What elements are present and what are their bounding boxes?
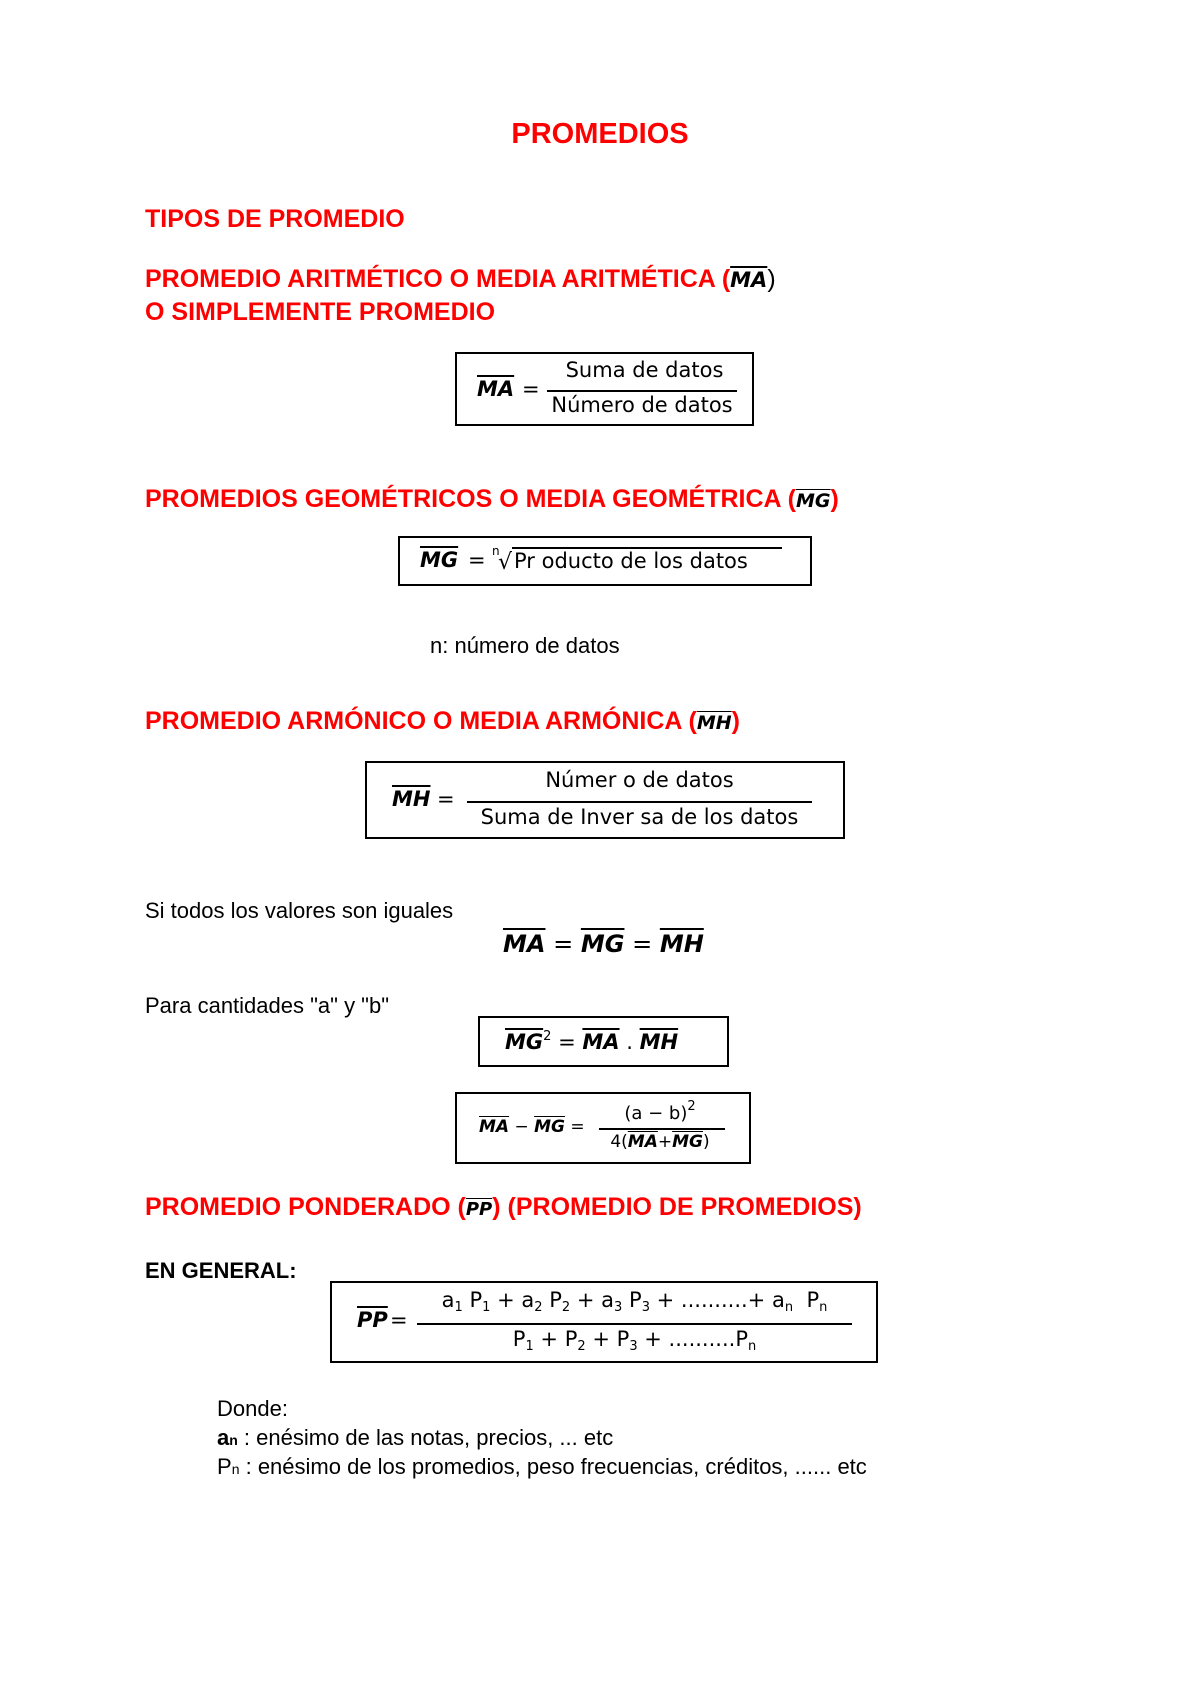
den-pn-sub: n	[747, 1339, 757, 1354]
donde-pn-line	[217, 1454, 867, 1480]
f2-minus: −	[514, 1117, 529, 1137]
f2-mg-symbol: $\overline{MG}$	[534, 1117, 566, 1137]
f2-den-ma-symbol: $\overline{MA}$	[627, 1132, 658, 1152]
pn-text: : enésimo de los promedios, peso frecuencias, créditos, ...... etc	[239, 1454, 867, 1479]
f1-equals: =	[558, 1030, 576, 1054]
formula-pp-fraction-bar	[417, 1323, 852, 1325]
den-p2: P	[564, 1327, 578, 1351]
num-plus2: +	[576, 1288, 595, 1312]
aritmetico-heading-symbol: $\overline{MA}$	[730, 268, 768, 292]
cantidades-formula1	[505, 1029, 678, 1054]
aritmetico-heading-line2: O SIMPLEMENTE PROMEDIO	[145, 298, 496, 326]
f2-numerator-exponent: 2	[687, 1099, 696, 1114]
formula-ma-equals: =	[522, 377, 540, 401]
num-a1-sub: 1	[454, 1300, 463, 1315]
f2-denominator	[595, 1132, 725, 1152]
num-plus1: +	[497, 1288, 515, 1312]
f2-numerator	[595, 1099, 725, 1124]
armonico-heading	[145, 707, 740, 736]
formula-ma-fraction-bar	[547, 390, 737, 392]
formula-mg-lhs: $\overline{MG}$	[420, 548, 459, 572]
num-a3: a	[601, 1288, 615, 1312]
formula-pp-equals: =	[390, 1308, 408, 1332]
ponderado-heading-part2: ) (PROMEDIO DE PROMEDIOS)	[492, 1193, 862, 1221]
f2-fraction-bar	[599, 1128, 725, 1130]
iguales-mh-symbol: $\overline{MH}$	[659, 930, 704, 958]
iguales-eq2: =	[632, 930, 653, 958]
formula-mg-radical-icon: √	[498, 550, 513, 575]
formula-pp-lhs: $\overline{PP}$	[357, 1308, 388, 1332]
ponderado-heading-part1: PROMEDIO PONDERADO (	[145, 1193, 466, 1221]
num-a2-sub: 2	[534, 1300, 543, 1315]
formula-mg-root-index: n	[492, 544, 500, 558]
ponderado-heading	[145, 1193, 862, 1222]
f1-mh-symbol: $\overline{MH}$	[639, 1030, 679, 1054]
tipos-heading: TIPOS DE PROMEDIO	[145, 205, 405, 233]
donde-an-line	[217, 1425, 613, 1451]
geometrico-heading-symbol: $\overline{MG}$	[795, 490, 831, 512]
den-p1: P	[512, 1327, 526, 1351]
num-a3-sub: 3	[614, 1300, 623, 1315]
armonico-heading-text: PROMEDIO ARMÓNICO O MEDIA ARMÓNICA (	[145, 707, 697, 735]
f2-numerator-text: (a − b)	[624, 1103, 688, 1124]
geometrico-heading-close: )	[830, 485, 839, 513]
ponderado-heading-symbol: $\overline{PP}$	[465, 1199, 493, 1220]
num-plus3: + ..........+	[656, 1288, 766, 1312]
f2-den-suffix: )	[703, 1132, 710, 1152]
aritmetico-heading	[145, 265, 776, 294]
cantidades-text: Para cantidades "a" y "b"	[145, 993, 390, 1018]
formula-mg-equals: =	[468, 548, 486, 572]
general-label: EN GENERAL:	[145, 1258, 297, 1283]
num-an-sub: n	[784, 1300, 794, 1315]
iguales-ma-symbol: $\overline{MA}$	[503, 930, 546, 958]
pn-sub: n	[231, 1461, 240, 1477]
f2-den-mg-symbol: $\overline{MG}$	[672, 1132, 703, 1152]
geometrico-formula-box	[398, 536, 812, 586]
aritmetico-heading-text: PROMEDIO ARITMÉTICO O MEDIA ARITMÉTICA (	[145, 265, 731, 293]
armonico-formula-box	[365, 761, 845, 839]
num-p1-sub: 1	[482, 1300, 491, 1315]
den-plus3: + ..........	[644, 1327, 736, 1351]
f2-den-prefix: 4(	[610, 1132, 628, 1152]
donde-label: Donde:	[217, 1396, 288, 1421]
formula-mh-fraction-bar	[467, 801, 812, 803]
num-pn-sub: n	[819, 1300, 828, 1315]
den-pn: P	[735, 1327, 748, 1351]
den-p3-sub: 3	[629, 1339, 638, 1354]
f1-exponent: 2	[543, 1029, 552, 1044]
f2-den-plus: +	[657, 1132, 673, 1152]
den-p1-sub: 1	[525, 1339, 534, 1354]
num-p1: P	[469, 1288, 483, 1312]
f2-lhs	[479, 1117, 585, 1137]
formula-mh-lhs: $\overline{MH}$	[392, 787, 431, 811]
num-an: a	[771, 1288, 785, 1312]
den-p3: P	[616, 1327, 630, 1351]
iguales-mg-symbol: $\overline{MG}$	[580, 930, 625, 958]
iguales-text: Si todos los valores son iguales	[145, 898, 454, 923]
aritmetico-heading-close: )	[767, 265, 776, 293]
armonico-heading-close: )	[731, 707, 740, 735]
f1-mg-symbol: $\overline{MG}$	[505, 1030, 544, 1054]
formula-ma-denominator: Número de datos	[551, 393, 733, 417]
geometrico-heading-text: PROMEDIOS GEOMÉTRICOS O MEDIA GEOMÉTRICA (	[145, 485, 796, 513]
pn-symbol: P	[217, 1454, 232, 1479]
num-pn: P	[806, 1288, 820, 1312]
formula-mg-radicand: Pr oducto de los datos	[514, 549, 748, 573]
iguales-equation	[503, 930, 704, 958]
geometrico-note: n: número de datos	[430, 633, 620, 658]
den-plus2: +	[592, 1327, 610, 1351]
formula-mh-numerator: Númer o de datos	[545, 768, 734, 792]
armonico-heading-symbol: $\overline{MH}$	[696, 712, 732, 734]
den-p2-sub: 2	[577, 1339, 586, 1354]
iguales-eq1: =	[553, 930, 574, 958]
ponderado-formula-box	[330, 1281, 878, 1363]
num-a1: a	[441, 1288, 455, 1312]
geometrico-heading	[145, 485, 839, 514]
f2-ma-symbol: $\overline{MA}$	[479, 1117, 510, 1137]
f1-dot: .	[626, 1030, 633, 1054]
an-text: : enésimo de las notas, precios, ... etc	[237, 1425, 614, 1450]
formula-mh-denominator: Suma de Inver sa de los datos	[480, 805, 799, 829]
num-p3-sub: 3	[641, 1300, 650, 1315]
num-p3: P	[629, 1288, 642, 1312]
num-a2: a	[521, 1288, 535, 1312]
an-symbol: a	[217, 1425, 230, 1450]
an-sub: n	[229, 1432, 238, 1448]
formula-ma-numerator: Suma de datos	[565, 358, 724, 382]
f2-equals: =	[570, 1117, 585, 1137]
den-plus1: +	[540, 1327, 559, 1351]
page-title: PROMEDIOS	[511, 118, 689, 150]
formula-mh-equals: =	[437, 787, 455, 811]
num-p2-sub: 2	[561, 1300, 571, 1315]
aritmetico-formula-box	[455, 352, 754, 426]
cantidades-formula2-box	[455, 1092, 751, 1164]
cantidades-formula1-box	[478, 1016, 729, 1067]
formula-pp-numerator	[417, 1288, 852, 1315]
num-p2: P	[549, 1288, 562, 1312]
f1-ma-symbol: $\overline{MA}$	[582, 1030, 620, 1054]
formula-pp-denominator	[417, 1327, 852, 1354]
formula-ma-lhs: $\overline{MA}$	[477, 377, 515, 401]
